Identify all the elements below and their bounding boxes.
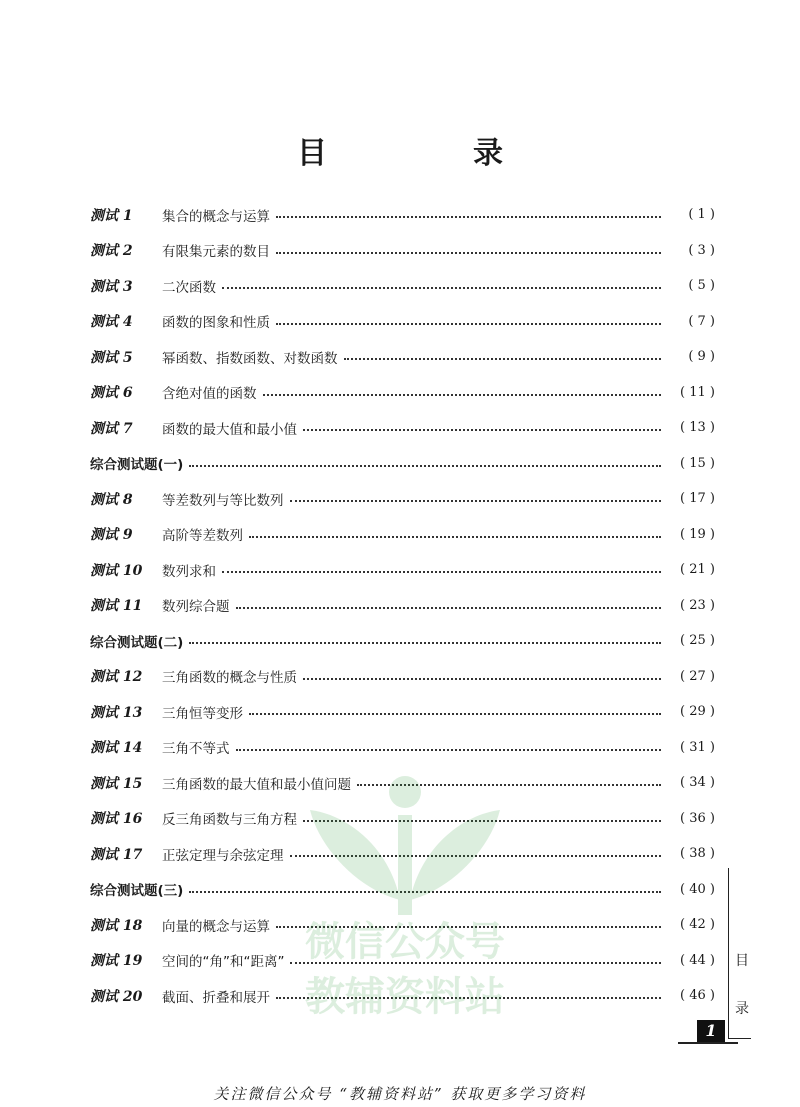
toc-entry-page: ( 1 ) (688, 207, 715, 223)
toc-entry-page: ( 23 ) (680, 597, 715, 613)
toc-entry-title: 正弦定理与余弦定理 (162, 847, 284, 864)
toc-entry[interactable] (90, 694, 715, 730)
toc-entry-label: 测试 20 (90, 988, 143, 1005)
toc-entry-page: ( 17 ) (680, 491, 715, 507)
toc-entry-label: 测试 15 (90, 775, 143, 792)
toc-entry[interactable] (90, 339, 715, 375)
toc-entry-title: 有限集元素的数目 (162, 244, 270, 261)
toc-entry-page: ( 15 ) (680, 455, 715, 471)
toc-leader-dots (249, 712, 661, 715)
toc-entry-label: 测试 8 (90, 491, 133, 508)
toc-entry-page: ( 5 ) (688, 278, 715, 294)
toc-entry-page: ( 13 ) (680, 420, 715, 436)
toc-entry-title: 函数的最大值和最小值 (162, 421, 297, 438)
toc-leader-dots (290, 854, 662, 857)
toc-entry-title: 综合测试题(三) (90, 883, 184, 900)
toc-leader-dots (290, 499, 662, 502)
toc-leader-dots (276, 322, 661, 325)
toc-entry[interactable] (90, 801, 715, 837)
side-tab-char-2: 录 (735, 1001, 749, 1017)
toc-leader-dots (303, 677, 661, 680)
toc-leader-dots (276, 215, 661, 218)
toc-leader-dots (222, 286, 661, 289)
toc-entry-title: 三角函数的概念与性质 (162, 670, 297, 687)
toc-entry-page: ( 44 ) (680, 952, 715, 968)
toc-entry-page: ( 25 ) (680, 633, 715, 649)
toc-entry-page: ( 3 ) (688, 242, 715, 258)
toc-leader-dots (222, 570, 661, 573)
toc-entry[interactable] (90, 197, 715, 233)
toc-entry-label: 测试 14 (90, 740, 143, 757)
toc-entry-title: 高阶等差数列 (162, 528, 243, 545)
toc-entry-label: 测试 17 (90, 846, 143, 863)
toc-entry[interactable] (90, 659, 715, 695)
toc-leader-dots (290, 961, 661, 964)
toc-entry-page: ( 19 ) (680, 526, 715, 542)
toc-entry-page: ( 9 ) (688, 349, 715, 365)
toc-entry-comprehensive[interactable] (90, 623, 715, 659)
toc-leader-dots (344, 357, 662, 360)
toc-entry-label: 测试 19 (90, 953, 143, 970)
toc-leader-dots (189, 464, 661, 467)
toc-leader-dots (276, 996, 661, 999)
toc-entry[interactable] (90, 907, 715, 943)
toc-leader-dots (276, 251, 661, 254)
toc-entry-title: 数列综合题 (162, 599, 230, 616)
toc-leader-dots (236, 606, 662, 609)
toc-entry-title: 反三角函数与三角方程 (162, 812, 297, 829)
toc-entry-comprehensive[interactable] (90, 872, 715, 908)
toc-entry-title: 空间的“角”和“距离” (162, 954, 285, 971)
toc-entry-label: 测试 5 (90, 349, 133, 366)
toc-entry[interactable] (90, 588, 715, 624)
toc-entry[interactable] (90, 730, 715, 766)
toc-entry-label: 测试 13 (90, 704, 143, 721)
toc-entry-label: 测试 1 (90, 207, 133, 224)
toc-entry-title: 二次函数 (162, 279, 216, 296)
toc-entry-page: ( 21 ) (680, 562, 715, 578)
toc-leader-dots (276, 925, 661, 928)
toc-entry-title: 截面、折叠和展开 (162, 989, 270, 1006)
page-title: 目 录 (297, 136, 561, 171)
toc-entry-page: ( 34 ) (680, 775, 715, 791)
toc-entry[interactable] (90, 233, 715, 269)
toc-entry-title: 数列求和 (162, 563, 216, 580)
toc-entry-page: ( 29 ) (680, 704, 715, 720)
toc-leader-dots (189, 890, 661, 893)
toc-entry-label: 测试 12 (90, 669, 143, 686)
toc-entry[interactable] (90, 765, 715, 801)
page-number: 1 (697, 1020, 725, 1042)
toc-entry-page: ( 42 ) (680, 917, 715, 933)
toc-entry[interactable] (90, 375, 715, 411)
watermark-line1: 微信公众号 (305, 919, 505, 965)
toc-entry-title: 向量的概念与运算 (162, 918, 270, 935)
toc-entry[interactable] (90, 943, 715, 979)
toc-entry-title: 集合的概念与运算 (162, 208, 270, 225)
toc-leader-dots (236, 748, 662, 751)
toc-entry-page: ( 36 ) (680, 810, 715, 826)
toc-entry[interactable] (90, 410, 715, 446)
toc-entry-title: 三角不等式 (162, 741, 230, 758)
toc-entry[interactable] (90, 836, 715, 872)
toc-entry-title: 三角函数的最大值和最小值问题 (162, 776, 351, 793)
watermark-line2: 教辅资料站 (305, 974, 505, 1020)
side-tab-char-1: 目 (735, 953, 749, 969)
toc-entry-page: ( 7 ) (688, 313, 715, 329)
toc-entry-page: ( 38 ) (680, 846, 715, 862)
toc-entry-title: 综合测试题(一) (90, 457, 184, 474)
toc-entry-title: 含绝对值的函数 (162, 386, 257, 403)
toc-entry-comprehensive[interactable] (90, 446, 715, 482)
side-tab (728, 868, 751, 1039)
toc-leader-dots (357, 783, 661, 786)
toc-entry[interactable] (90, 552, 715, 588)
toc-entry-title: 幂函数、指数函数、对数函数 (162, 350, 338, 367)
toc-leader-dots (263, 393, 662, 396)
toc-entry[interactable] (90, 268, 715, 304)
toc-entry-label: 测试 4 (90, 314, 133, 331)
toc-entry-label: 测试 16 (90, 811, 143, 828)
toc-entry-title: 函数的图象和性质 (162, 315, 270, 332)
toc-entry[interactable] (90, 304, 715, 340)
toc-leader-dots (303, 819, 661, 822)
toc-entry-page: ( 40 ) (680, 881, 715, 897)
toc-entry-label: 测试 9 (90, 527, 133, 544)
toc-entry-label: 测试 6 (90, 385, 133, 402)
toc-entry-page: ( 11 ) (680, 384, 715, 400)
table-of-contents (90, 197, 715, 1014)
toc-entry-label: 测试 18 (90, 917, 143, 934)
toc-leader-dots (303, 428, 661, 431)
toc-entry-label: 测试 2 (90, 243, 133, 260)
toc-entry-label: 测试 11 (90, 598, 143, 615)
toc-entry[interactable] (90, 978, 715, 1014)
toc-entry-label: 测试 3 (90, 278, 133, 295)
footer-note: 关注微信公众号 “教辅资料站” 获取更多学习资料 (213, 1085, 587, 1103)
toc-entry[interactable] (90, 517, 715, 553)
toc-entry-title: 三角恒等变形 (162, 705, 243, 722)
toc-leader-dots (189, 641, 661, 644)
toc-entry-label: 测试 7 (90, 420, 133, 437)
toc-entry-page: ( 31 ) (680, 739, 715, 755)
toc-entry-page: ( 46 ) (680, 988, 715, 1004)
toc-entry[interactable] (90, 481, 715, 517)
toc-leader-dots (249, 535, 661, 538)
toc-entry-label: 测试 10 (90, 562, 143, 579)
page-number-rule (678, 1042, 738, 1044)
toc-entry-page: ( 27 ) (680, 668, 715, 684)
toc-entry-title: 等差数列与等比数列 (162, 492, 284, 509)
toc-entry-title: 综合测试题(二) (90, 634, 184, 651)
